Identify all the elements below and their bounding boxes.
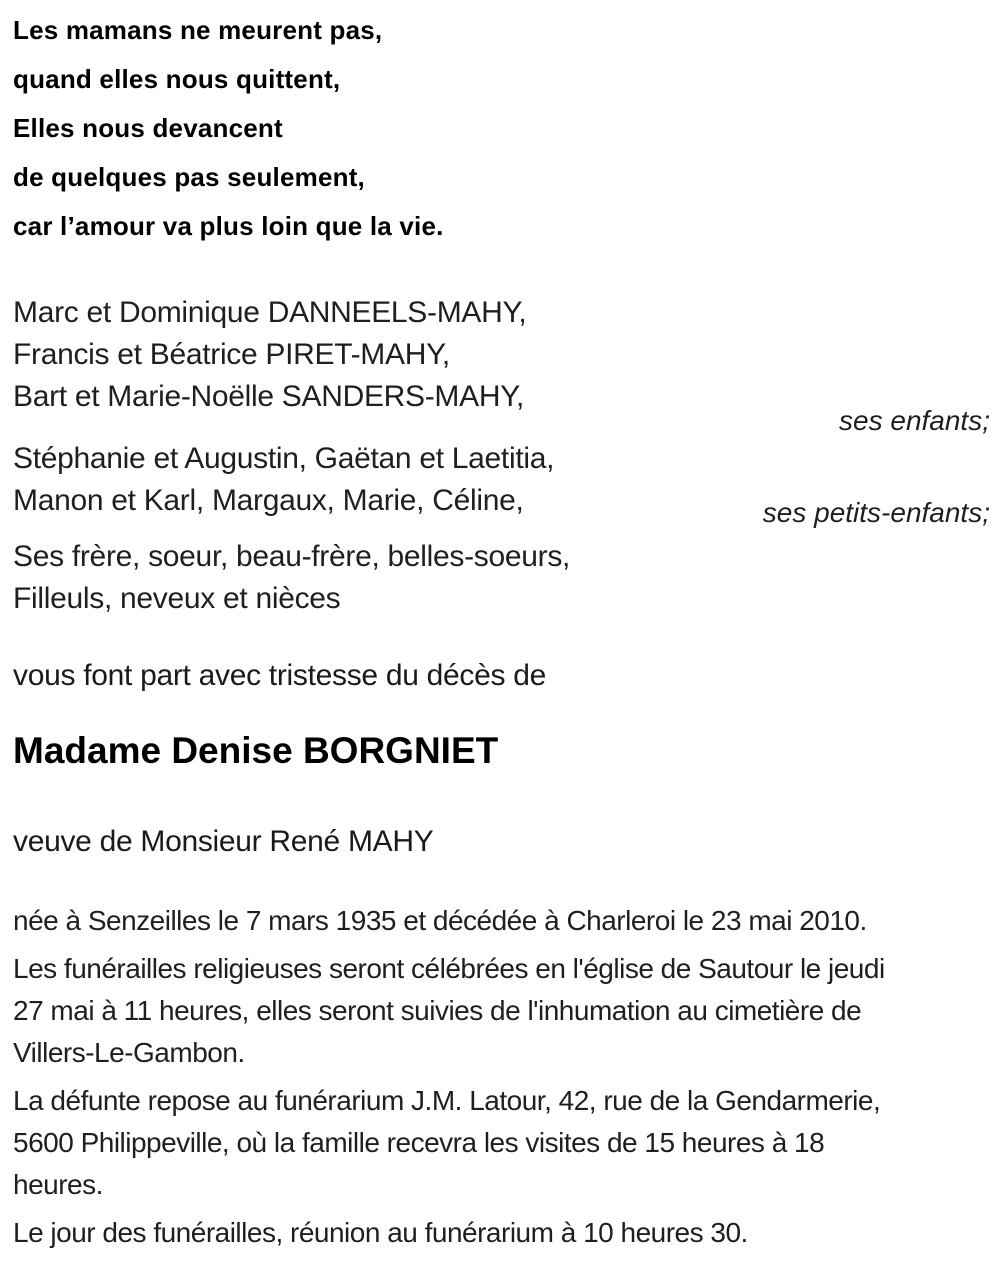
widow-line: veuve de Monsieur René MAHY [13, 825, 434, 858]
text-line: Les funérailles religieuses seront célébrées en l'église de Sautour le jeudi [13, 953, 885, 984]
children-names [13, 292, 990, 418]
text-line: née à Senzeilles le 7 mars 1935 et décédée à Charleroi le 23 mai 2010. [13, 905, 867, 936]
announcement-intro: vous font part avec tristesse du décès de [13, 659, 547, 692]
text-line: Marc et Dominique DANNEELS-MAHY, [13, 296, 527, 329]
text-line: Filleuls, neveux et nièces [13, 582, 341, 615]
children-attribution: ses enfants; [839, 405, 990, 436]
meeting-details [13, 1212, 990, 1254]
text-line: car l’amour va plus loin que la vie. [13, 211, 444, 241]
text-line: de quelques pas seulement, [13, 162, 365, 192]
memorial-poem [13, 6, 990, 251]
grandchildren-attribution: ses petits-enfants; [762, 497, 990, 528]
text-line: Villers-Le-Gambon. [13, 1037, 245, 1068]
funeral-details [13, 948, 990, 1074]
text-line: Stéphanie et Augustin, Gaëtan et Laetitia, [13, 442, 555, 475]
deceased-name: Madame Denise BORGNIET [13, 730, 499, 771]
text-line: heures. [13, 1169, 103, 1200]
text-line: La défunte repose au funérarium J.M. Latour, 42, rue de la Gendarmerie, [13, 1085, 881, 1116]
repose-details [13, 1080, 990, 1206]
relatives-names [13, 536, 990, 620]
text-line: Le jour des funérailles, réunion au funérarium à 10 heures 30. [13, 1217, 748, 1248]
birth-death-line [13, 900, 990, 942]
text-line: Elles nous devancent [13, 113, 283, 143]
text-line: quand elles nous quittent, [13, 64, 341, 94]
text-line: Ses frère, soeur, beau-frère, belles-soeurs, [13, 540, 571, 573]
text-line: Francis et Béatrice PIRET-MAHY, [13, 338, 450, 371]
text-line: 5600 Philippeville, où la famille recevra les visites de 15 heures à 18 [13, 1127, 825, 1158]
text-line: Manon et Karl, Margaux, Marie, Céline, [13, 484, 524, 517]
text-line: Les mamans ne meurent pas, [13, 15, 383, 45]
text-line: 27 mai à 11 heures, elles seront suivies de l'inhumation au cimetière de [13, 995, 862, 1026]
text-line: Bart et Marie-Noëlle SANDERS-MAHY, [13, 380, 525, 413]
